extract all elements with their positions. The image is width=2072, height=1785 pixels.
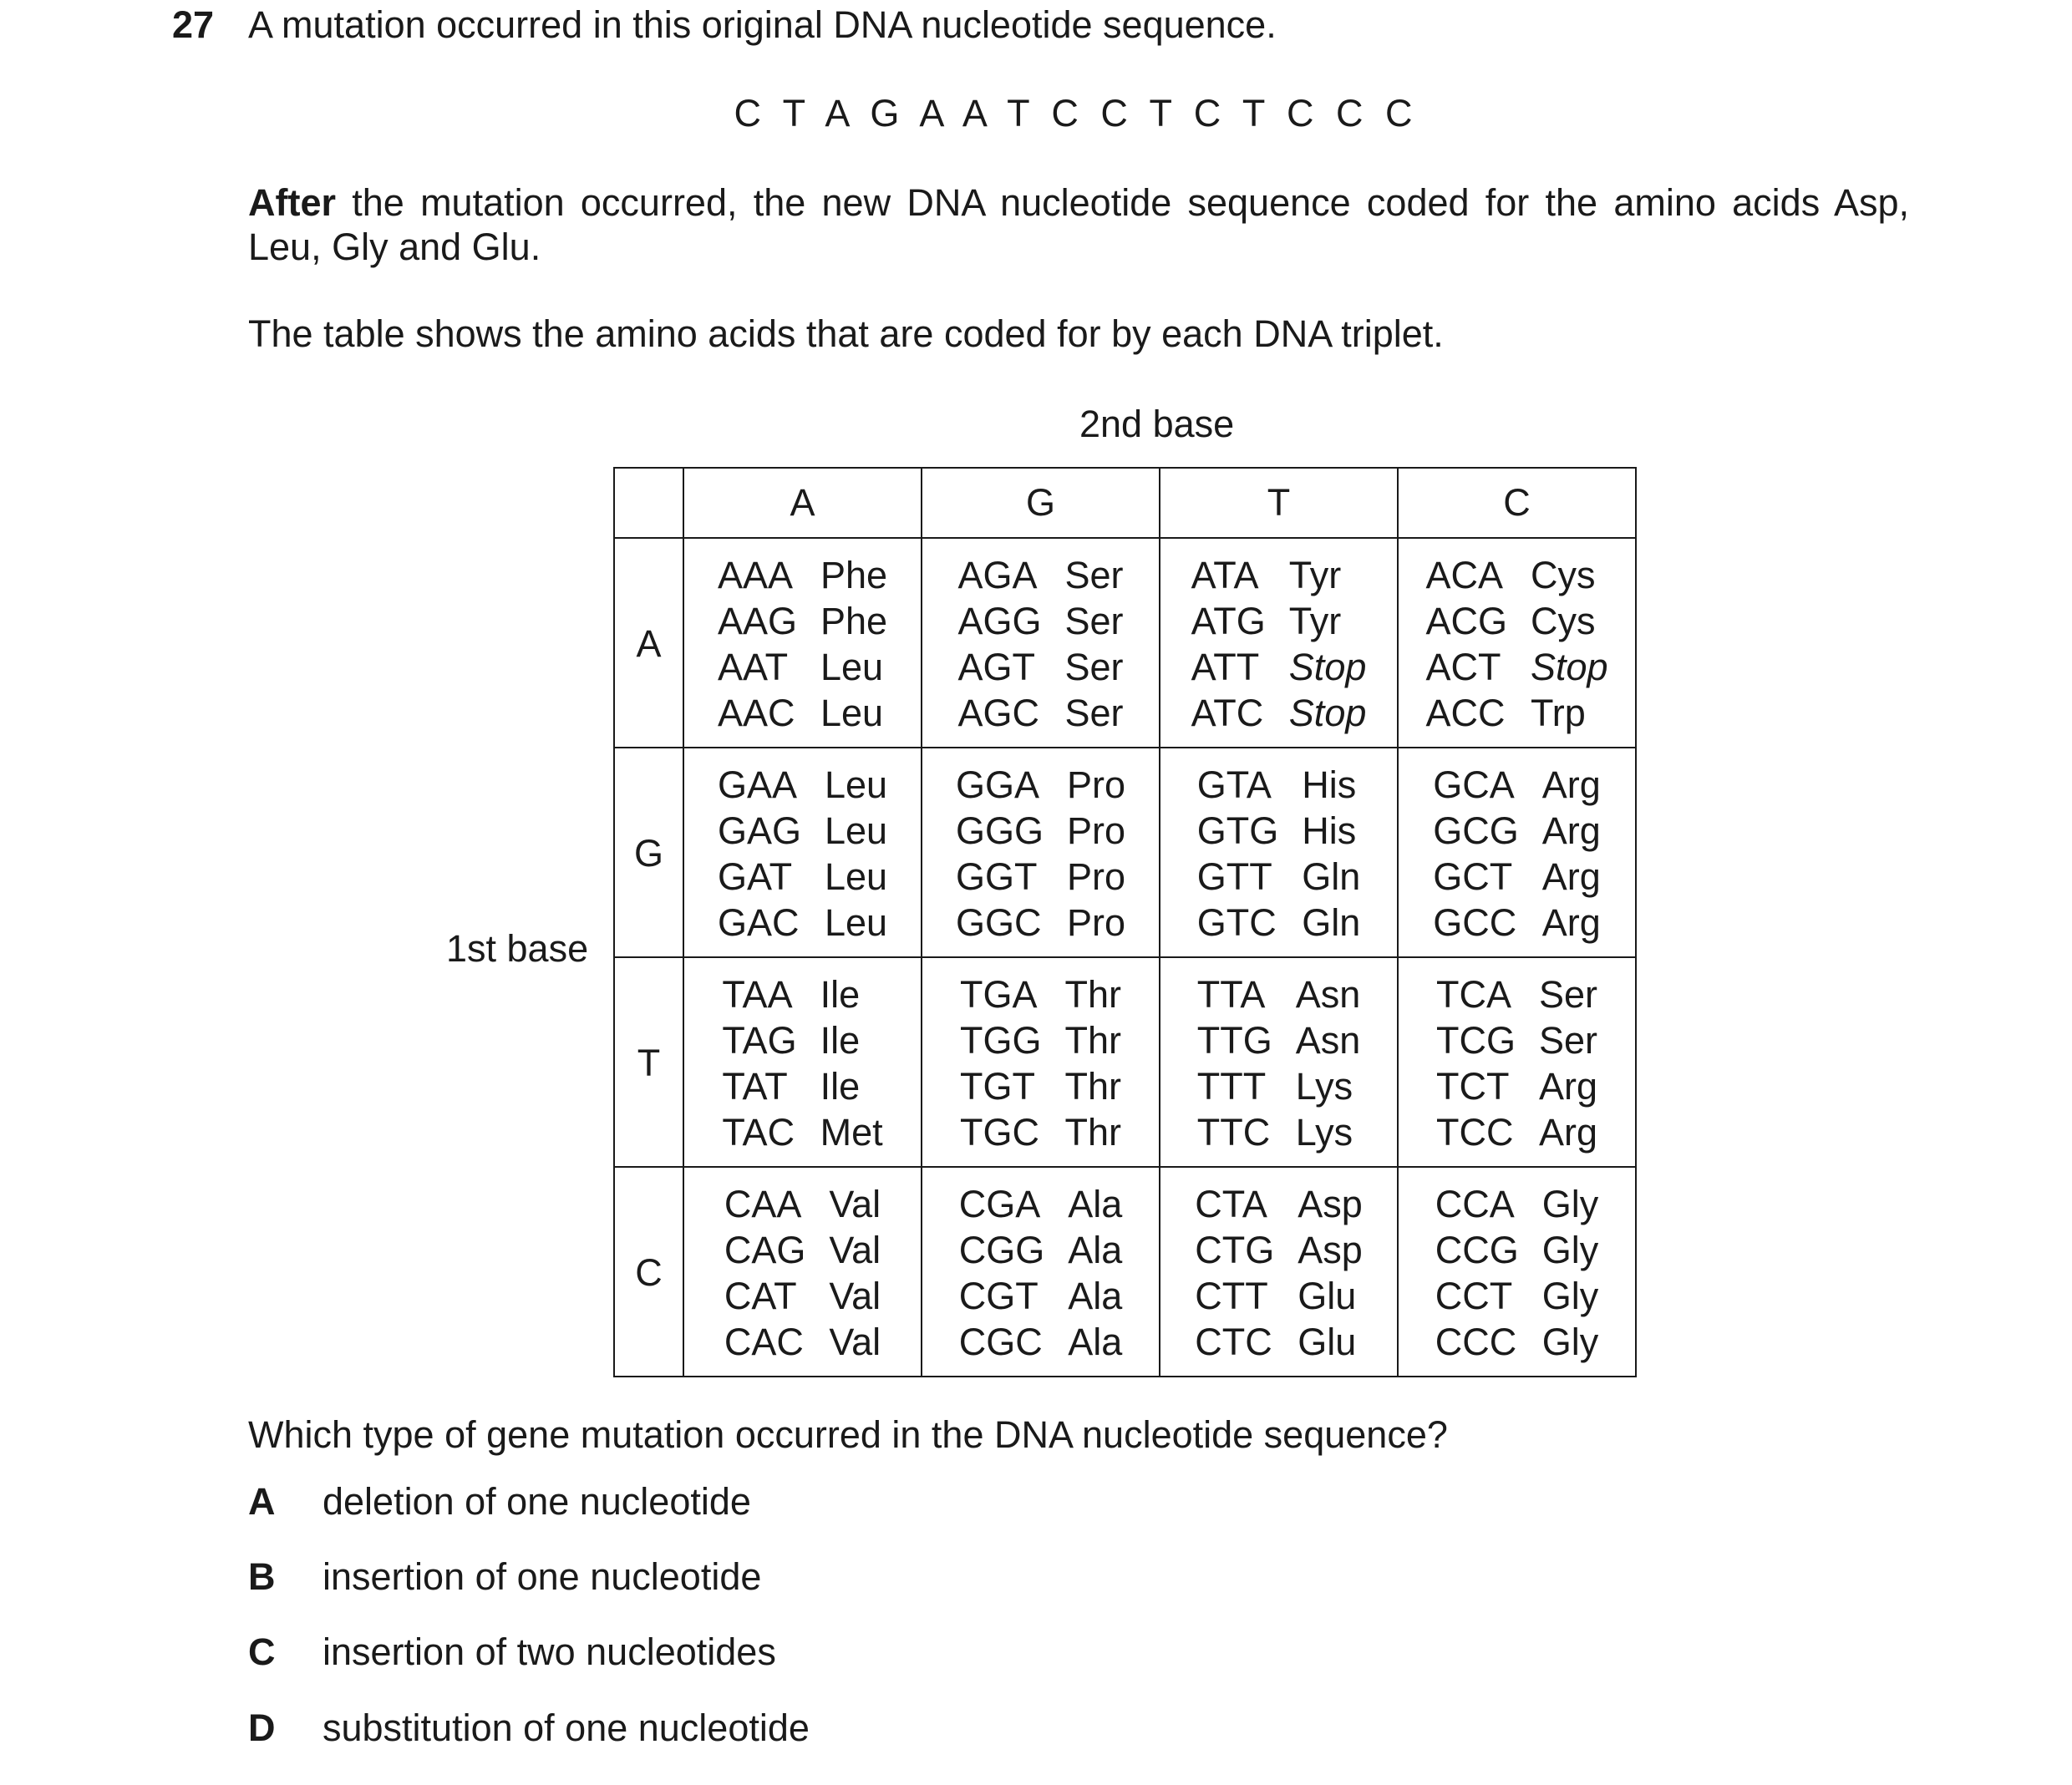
amino-acid: Gln — [1302, 855, 1361, 898]
column-header: A — [683, 468, 922, 538]
option-letter: A — [248, 1480, 276, 1523]
column-header: C — [1398, 468, 1636, 538]
amino-acid: Asn — [1295, 973, 1361, 1016]
codon-triplet: ACA — [1425, 554, 1503, 596]
codon-triplet: GAG — [717, 809, 801, 852]
codon-triplet: ATA — [1191, 554, 1259, 596]
codon-table-row — [614, 1167, 1636, 1377]
amino-acid: Leu — [820, 646, 884, 688]
amino-acid: Lys — [1295, 1111, 1353, 1154]
codon-triplet: AGG — [957, 600, 1042, 642]
amino-acid: His — [1302, 763, 1357, 806]
codon-triplet: ACC — [1425, 692, 1506, 734]
question-number: 27 — [172, 3, 215, 46]
option-letter: D — [248, 1706, 276, 1749]
after-text: the mutation occurred, the new DNA nucleotide sequence coded for the amino acids Asp, Leu, Gly and Glu. — [248, 181, 1909, 268]
codon-cell — [922, 538, 1160, 748]
codon-cell — [1398, 538, 1636, 748]
codon-triplet: TCT — [1435, 1065, 1510, 1108]
codon-triplet: TTG — [1196, 1019, 1272, 1062]
codon-cell — [1398, 957, 1636, 1167]
amino-acid: Leu — [824, 763, 888, 806]
codon-triplet: TGT — [960, 1065, 1035, 1108]
amino-acid: Thr — [1064, 1065, 1121, 1108]
amino-acid: Ala — [1068, 1183, 1123, 1225]
codon-triplet: GTG — [1196, 809, 1279, 852]
codon-triplet: GGT — [955, 855, 1038, 898]
option-text: substitution of one nucleotide — [322, 1706, 810, 1749]
codon-triplet: ATT — [1191, 646, 1260, 688]
codon-triplet: AAG — [717, 600, 797, 642]
amino-acid: Pro — [1066, 855, 1126, 898]
amino-acid: Leu — [824, 855, 888, 898]
codon-cell — [1160, 957, 1398, 1167]
amino-acid: Glu — [1298, 1321, 1357, 1363]
amino-acid: Arg — [1541, 763, 1601, 806]
after-emphasis: After — [248, 181, 337, 224]
amino-acid: Tyr — [1288, 554, 1342, 596]
codon-triplet: CTC — [1195, 1321, 1272, 1363]
codon-table-body — [614, 538, 1636, 1377]
codon-triplet: CTG — [1195, 1229, 1275, 1271]
amino-acid: Val — [829, 1229, 881, 1271]
amino-acid: Ser — [1538, 973, 1598, 1016]
codon-cell — [1398, 1167, 1636, 1377]
codon-triplet: GTA — [1196, 763, 1272, 806]
codon-triplet: AAT — [717, 646, 789, 688]
amino-acid: Arg — [1541, 855, 1601, 898]
codon-triplet: AAA — [717, 554, 793, 596]
amino-acid: Arg — [1541, 809, 1601, 852]
codon-cell — [1398, 748, 1636, 957]
codon-cell — [683, 538, 922, 748]
amino-acid: Gly — [1541, 1229, 1599, 1271]
codon-triplet: CCT — [1435, 1275, 1513, 1317]
corner-cell — [614, 468, 683, 538]
column-header: G — [922, 468, 1160, 538]
option-text: deletion of one nucleotide — [322, 1480, 751, 1523]
amino-acid: Lys — [1295, 1065, 1353, 1108]
amino-acid: Gln — [1302, 901, 1361, 944]
codon-triplet: CCC — [1435, 1321, 1517, 1363]
amino-acid: Pro — [1066, 763, 1126, 806]
amino-acid: Asp — [1298, 1229, 1363, 1271]
codon-cell — [922, 748, 1160, 957]
amino-acid: Glu — [1298, 1275, 1357, 1317]
codon-cell — [922, 957, 1160, 1167]
codon-triplet: TGC — [960, 1111, 1039, 1154]
codon-triplet: CAT — [724, 1275, 797, 1317]
amino-acid: Pro — [1066, 901, 1126, 944]
amino-acid: Gly — [1541, 1275, 1599, 1317]
option-letter: C — [248, 1630, 276, 1673]
amino-acid: Stop — [1288, 646, 1367, 688]
codon-triplet: TAT — [722, 1065, 788, 1108]
codon-table-row — [614, 538, 1636, 748]
codon-triplet: TAA — [722, 973, 793, 1016]
codon-table — [613, 467, 1637, 1377]
amino-acid: Ala — [1068, 1321, 1123, 1363]
amino-acid: Gly — [1541, 1183, 1599, 1225]
codon-triplet: CAA — [724, 1183, 802, 1225]
codon-triplet: AGT — [957, 646, 1035, 688]
codon-triplet: CCG — [1435, 1229, 1519, 1271]
amino-acid: Thr — [1064, 1111, 1121, 1154]
codon-triplet: CTT — [1195, 1275, 1268, 1317]
codon-triplet: GCT — [1433, 855, 1513, 898]
column-header: T — [1160, 468, 1398, 538]
amino-acid: Arg — [1538, 1065, 1598, 1108]
codon-triplet: CGT — [958, 1275, 1039, 1317]
amino-acid: Cys — [1530, 600, 1596, 642]
option-text: insertion of one nucleotide — [322, 1555, 762, 1598]
codon-triplet: TCG — [1435, 1019, 1516, 1062]
codon-triplet: ATG — [1191, 600, 1266, 642]
amino-acid: Stop — [1530, 646, 1608, 688]
amino-acid: Val — [829, 1183, 881, 1225]
amino-acid: Ile — [820, 1019, 861, 1062]
row-header: C — [614, 1167, 683, 1377]
codon-triplet: TTA — [1196, 973, 1266, 1016]
question-stem: A mutation occurred in this original DNA nucleotide sequence. — [248, 3, 1277, 46]
codon-triplet: GTT — [1196, 855, 1272, 898]
amino-acid: Val — [829, 1321, 881, 1363]
amino-acid: Stop — [1288, 692, 1367, 734]
after-mutation-paragraph — [248, 180, 1909, 269]
amino-acid: Ser — [1064, 600, 1124, 642]
amino-acid: Ser — [1064, 692, 1124, 734]
codon-triplet: ACG — [1425, 600, 1507, 642]
codon-triplet: GCG — [1433, 809, 1519, 852]
codon-triplet: CGG — [958, 1229, 1045, 1271]
codon-triplet: CCA — [1435, 1183, 1515, 1225]
dna-sequence: C T A G A A T C C T C T C C C — [734, 92, 1419, 134]
amino-acid: Phe — [820, 554, 888, 596]
codon-triplet: GGA — [955, 763, 1039, 806]
codon-triplet: CAG — [724, 1229, 806, 1271]
codon-triplet: GGC — [955, 901, 1042, 944]
amino-acid: Thr — [1064, 973, 1121, 1016]
option-letter: B — [248, 1555, 276, 1598]
amino-acid: Val — [829, 1275, 881, 1317]
amino-acid: Ser — [1064, 554, 1124, 596]
codon-triplet: GTC — [1196, 901, 1277, 944]
amino-acid: Asn — [1295, 1019, 1361, 1062]
amino-acid: Ala — [1068, 1275, 1123, 1317]
second-base-label: 2nd base — [1079, 403, 1235, 445]
amino-acid: Met — [820, 1111, 883, 1154]
codon-triplet: ATC — [1191, 692, 1264, 734]
codon-triplet: TTC — [1196, 1111, 1271, 1154]
question-prompt: Which type of gene mutation occurred in the DNA nucleotide sequence? — [248, 1413, 1448, 1456]
codon-cell — [683, 748, 922, 957]
codon-table-header-row — [614, 468, 1636, 538]
option-text: insertion of two nucleotides — [322, 1630, 776, 1673]
codon-triplet: CGC — [958, 1321, 1043, 1363]
amino-acid: Tyr — [1288, 600, 1342, 642]
codon-cell — [683, 1167, 922, 1377]
codon-triplet: TCC — [1435, 1111, 1514, 1154]
codon-cell — [1160, 538, 1398, 748]
codon-cell — [683, 957, 922, 1167]
codon-triplet: TGA — [960, 973, 1038, 1016]
amino-acid: Phe — [820, 600, 888, 642]
amino-acid: His — [1302, 809, 1357, 852]
amino-acid: Ser — [1064, 646, 1124, 688]
codon-triplet: TCA — [1435, 973, 1511, 1016]
codon-triplet: CAC — [724, 1321, 804, 1363]
table-intro: The table shows the amino acids that are coded for by each DNA triplet. — [248, 312, 1444, 355]
codon-cell — [922, 1167, 1160, 1377]
amino-acid: Cys — [1530, 554, 1596, 596]
amino-acid: Leu — [820, 692, 884, 734]
codon-triplet: GAT — [717, 855, 793, 898]
codon-triplet: TGG — [960, 1019, 1042, 1062]
amino-acid: Arg — [1538, 1111, 1598, 1154]
amino-acid: Ser — [1538, 1019, 1598, 1062]
codon-table-row — [614, 748, 1636, 957]
codon-triplet: GGG — [955, 809, 1044, 852]
amino-acid: Trp — [1530, 692, 1586, 734]
amino-acid: Asp — [1298, 1183, 1363, 1225]
codon-triplet: GAA — [717, 763, 797, 806]
codon-triplet: CGA — [958, 1183, 1041, 1225]
amino-acid: Ile — [820, 973, 861, 1016]
row-header: T — [614, 957, 683, 1167]
codon-table-row — [614, 957, 1636, 1167]
codon-triplet: AGA — [957, 554, 1038, 596]
amino-acid: Leu — [824, 809, 888, 852]
codon-triplet: TAG — [722, 1019, 797, 1062]
amino-acid: Leu — [824, 901, 888, 944]
amino-acid: Thr — [1064, 1019, 1121, 1062]
codon-triplet: AAC — [717, 692, 795, 734]
amino-acid: Gly — [1541, 1321, 1599, 1363]
amino-acid: Arg — [1541, 901, 1601, 944]
first-base-label: 1st base — [446, 927, 589, 970]
codon-triplet: TTT — [1196, 1065, 1267, 1108]
amino-acid: Pro — [1066, 809, 1126, 852]
codon-triplet: GAC — [717, 901, 800, 944]
codon-triplet: ACT — [1425, 646, 1501, 688]
amino-acid: Ala — [1068, 1229, 1123, 1271]
row-header: A — [614, 538, 683, 748]
codon-cell — [1160, 1167, 1398, 1377]
codon-cell — [1160, 748, 1398, 957]
codon-triplet: TAC — [722, 1111, 795, 1154]
codon-triplet: CTA — [1195, 1183, 1267, 1225]
amino-acid: Ile — [820, 1065, 861, 1108]
codon-triplet: AGC — [957, 692, 1039, 734]
row-header: G — [614, 748, 683, 957]
codon-triplet: GCA — [1433, 763, 1515, 806]
codon-triplet: GCC — [1433, 901, 1517, 944]
